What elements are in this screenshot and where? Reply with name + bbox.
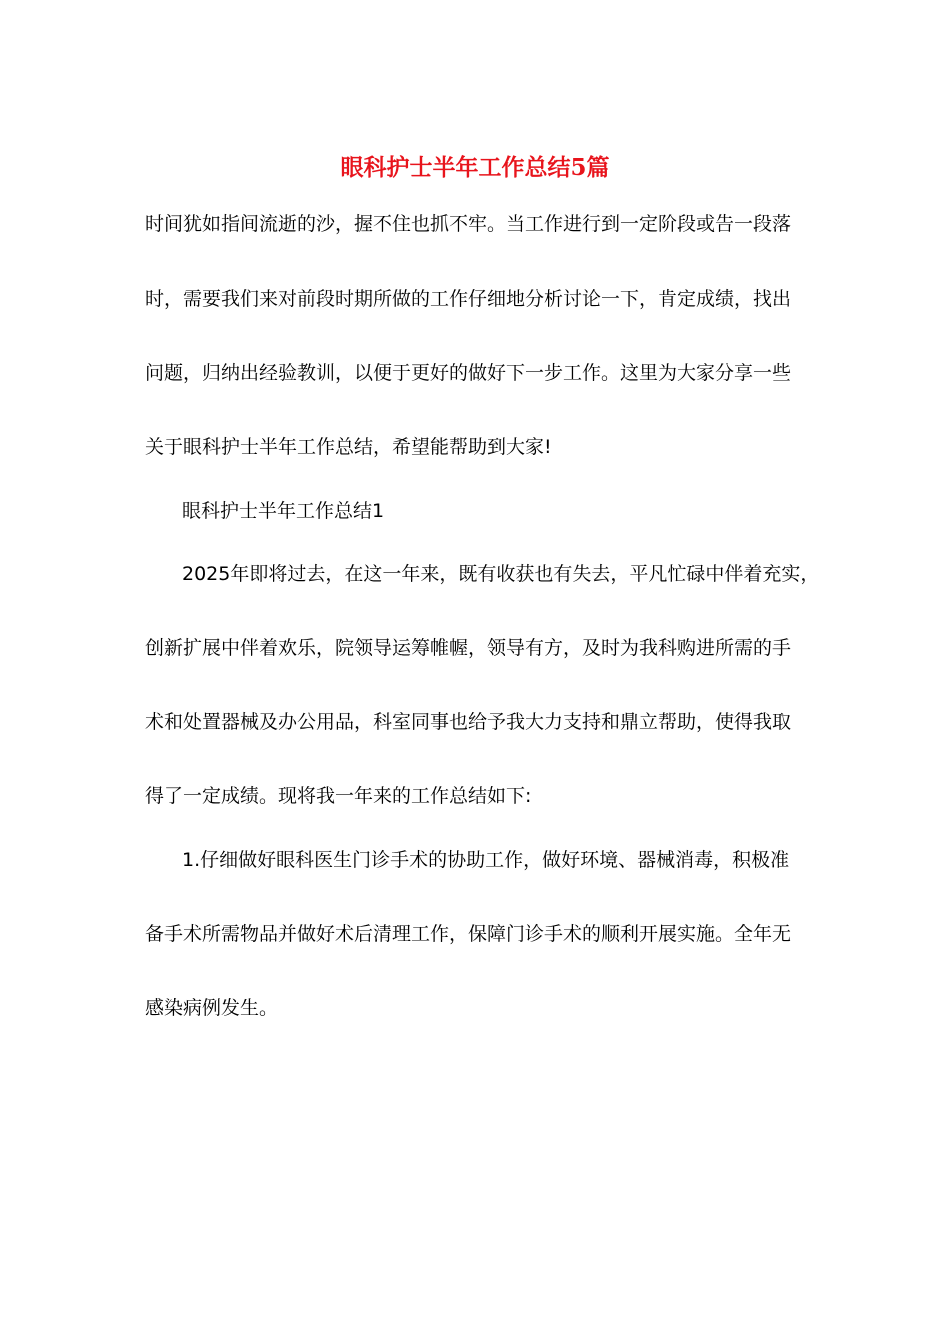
document-title: 眼科护士半年工作总结5篇 xyxy=(340,154,610,181)
intro-line-3: 问题，归纳出经验教训，以便于更好的做好下一步工作。这里为大家分享一些 xyxy=(145,362,792,384)
intro-line-4: 关于眼科护士半年工作总结，希望能帮助到大家! xyxy=(145,436,552,458)
list-item-1-line-1: 1.仔细做好眼科医生门诊手术的协助工作，做好环境、器械消毒，积极准 xyxy=(182,849,790,871)
body-line-4: 得了一定成绩。现将我一年来的工作总结如下: xyxy=(145,785,532,807)
list-item-1-line-3: 感染病例发生。 xyxy=(145,997,279,1019)
body-line-3: 术和处置器械及办公用品，科室同事也给予我大力支持和鼎立帮助，使得我取 xyxy=(145,711,792,733)
intro-line-2: 时，需要我们来对前段时期所做的工作仔细地分析讨论一下，肯定成绩，找出 xyxy=(145,288,792,310)
body-line-2: 创新扩展中伴着欢乐，院领导运筹帷幄，领导有方，及时为我科购进所需的手 xyxy=(145,637,792,659)
section-heading-1: 眼科护士半年工作总结1 xyxy=(182,500,385,522)
intro-line-1: 时间犹如指间流逝的沙，握不住也抓不牢。当工作进行到一定阶段或告一段落 xyxy=(145,213,792,235)
body-line-1: 2025年即将过去，在这一年来，既有收获也有失去，平凡忙碌中伴着充实， xyxy=(182,563,820,585)
list-item-1-line-2: 备手术所需物品并做好术后清理工作，保障门诊手术的顺利开展实施。全年无 xyxy=(145,923,792,945)
